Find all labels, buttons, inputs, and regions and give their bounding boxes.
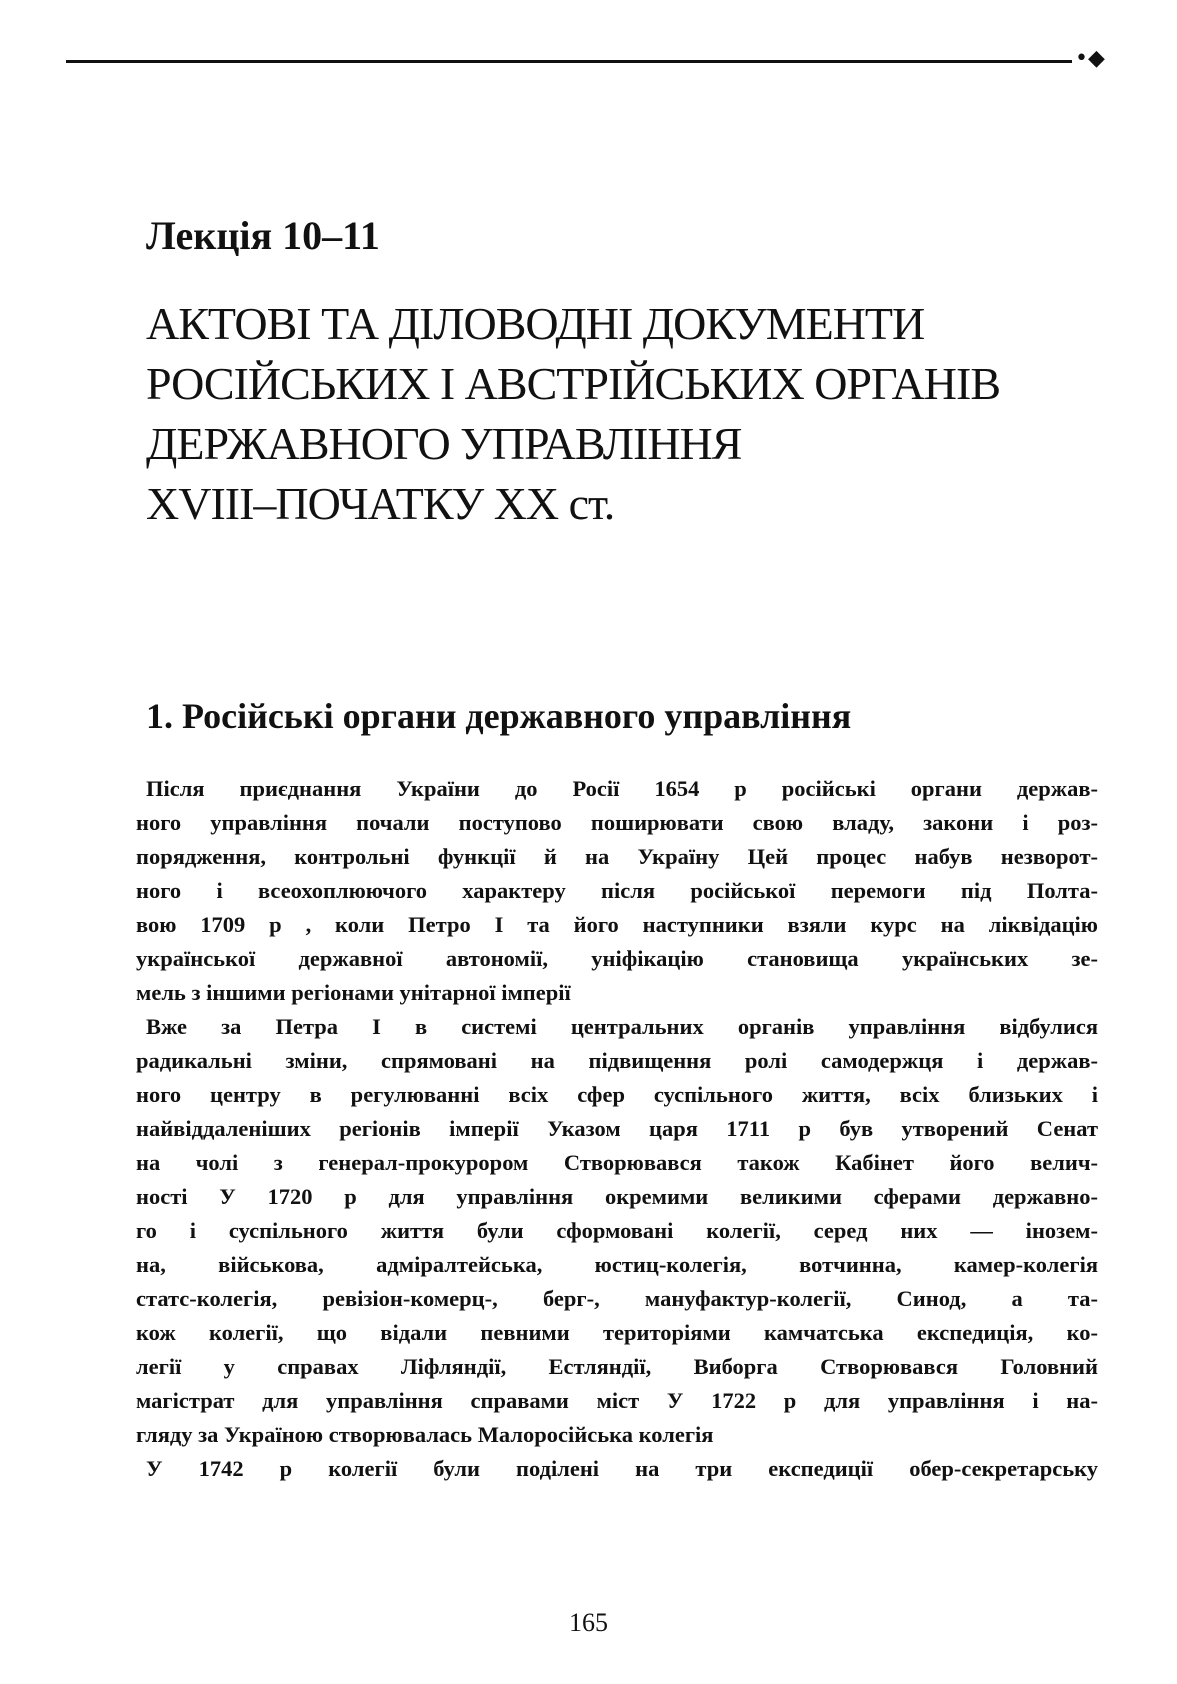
text-line: порядження, контрольні функції й на Україну Цей процес набув незворот- — [136, 844, 1098, 869]
header-ornament-icon: •◆ — [1075, 46, 1105, 71]
text-line: на, військова, адміралтейська, юстиц-колегія, вотчинна, камер-колегія — [136, 1252, 1098, 1277]
text-line: найвіддаленіших регіонів імперії Указом царя 1711 р був утворений Сенат — [136, 1116, 1098, 1141]
text-line: магістрат для управління справами міст У 1722 р для управління і на- — [136, 1388, 1098, 1413]
title-line: XVIII–ПОЧАТКУ XX ст. — [146, 478, 615, 529]
text-line: легії у справах Ліфляндії, Естляндії, Виборга Створювався Головний — [136, 1354, 1098, 1379]
text-line: радикальні зміни, спрямовані на підвищення ролі самодержця і держав- — [136, 1048, 1098, 1073]
text-line: ного центру в регулюванні всіх сфер суспільного життя, всіх близьких і — [136, 1082, 1098, 1107]
title-line: РОСІЙСЬКИХ І АВСТРІЙСЬКИХ ОРГАНІВ — [146, 358, 1001, 409]
text-line: У 1742 р колегії були поділені на три експедиції обер-секретарську — [146, 1456, 1098, 1481]
title-line: АКТОВІ ТА ДІЛОВОДНІ ДОКУМЕНТИ — [146, 298, 925, 349]
page-number: 165 — [569, 1608, 608, 1637]
header-rule — [66, 60, 1072, 63]
text-line: на чолі з генерал-прокурором Створювався також Кабінет його велич- — [136, 1150, 1098, 1175]
body-text — [136, 772, 1098, 1486]
title-line: ДЕРЖАВНОГО УПРАВЛІННЯ — [146, 418, 742, 469]
text-line: гляду за Україною створювалась Малоросійська колегія — [136, 1422, 714, 1447]
section-heading: 1. Російські органи державного управління — [146, 696, 852, 736]
page-title — [146, 294, 1000, 534]
text-line: ного управління почали поступово поширювати свою владу, закони і роз- — [136, 810, 1098, 835]
text-line: статс-колегія, ревізіон-комерц-, берг-, мануфактур-колегії, Синод, а та- — [136, 1286, 1098, 1311]
text-line: го і суспільного життя були сформовані колегії, серед них — інозем- — [136, 1218, 1098, 1243]
text-line: Вже за Петра І в системі центральних органів управління відбулися — [146, 1014, 1098, 1039]
text-line: ності У 1720 р для управління окремими великими сферами державно- — [136, 1184, 1098, 1209]
text-line: Після приєднання України до Росії 1654 р російські органи держав- — [146, 776, 1098, 801]
text-line: вою 1709 р , коли Петро І та його наступники взяли курс на ліквідацію — [136, 912, 1098, 937]
text-line: кож колегії, що відали певними територіями камчатська експедиція, ко- — [136, 1320, 1098, 1345]
text-line: ного і всеохоплюючого характеру після російської перемоги під Полта- — [136, 878, 1098, 903]
lecture-label: Лекція 10–11 — [146, 213, 380, 258]
text-line: української державної автономії, уніфікацію становища українських зе- — [136, 946, 1098, 971]
text-line: мель з іншими регіонами унітарної імперії — [136, 980, 571, 1005]
